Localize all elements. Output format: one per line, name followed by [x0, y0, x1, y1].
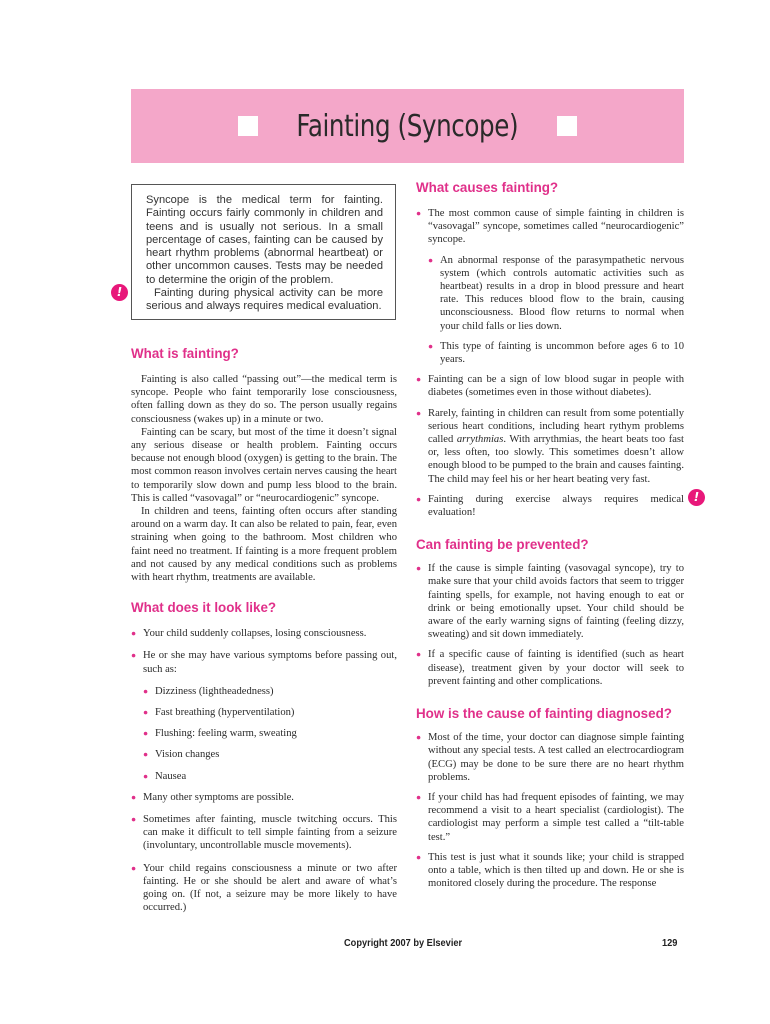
look-like-list [131, 627, 397, 914]
alert-icon: ! [688, 489, 705, 506]
list-item: ● The most common cause of simple fainting in children is “vasovagal” syncope, sometimes called “neurocardiogenic” syncope. [416, 207, 684, 247]
what-is-paragraph: Fainting can be scary, but most of the time it doesn’t signal any serious disease or health problem. Fainting occurs because not enough blood (oxygen) is getting to the brain. The most common reason involves certain nerves causing the heart to temporarily slow down and pump less blood to the brain. This is called “vasovagal” or “neurocardiogenic” syncope. [131, 426, 397, 504]
list-item: ● Fainting during exercise always requires medical evaluation! [416, 493, 684, 519]
intro-box [131, 184, 396, 320]
arrythmias-term: arrythmias [456, 434, 504, 446]
intro-paragraph: Fainting during physical activity can be more serious and always requires medical evaluation. [146, 287, 383, 313]
symptom-item: ● Fast breathing (hyperventilation) [143, 706, 397, 719]
list-item: ● If the cause is simple fainting (vasovagal syncope), try to make sure that your child avoids factors that seem to trigger fainting spells, for example, not having enough to eat or drink or being emotionally upset. Your child should be aware of the early warning signs of fainting (feeling dizzy, sweating) and sit down immediately. [416, 562, 684, 641]
copyright-text: Copyright 2007 by Elsevier [344, 937, 463, 949]
list-item: ● He or she may have various symptoms before passing out, such as: [131, 649, 397, 675]
diagnosed-list [416, 731, 684, 890]
list-item [416, 407, 684, 486]
list-item: ● Most of the time, your doctor can diagnose simple fainting without any special tests. A test called an electrocardiogram (ECG) may be done to be sure there are no heart rhythm problems. [416, 731, 684, 784]
list-item: ● Fainting can be a sign of low blood sugar in people with diabetes (sometimes even in those without diabetes). [416, 373, 684, 399]
causes-heading: What causes fainting? [416, 180, 559, 195]
what-is-paragraph: Fainting is also called “passing out”—the medical term is syncope. People who faint temporarily lose consciousness, often falling down as they do so. The person usually regains consciousness (wakes up) in a minute or two. [131, 374, 397, 425]
look-like-heading: What does it look like? [131, 600, 277, 616]
what-is-heading: What is fainting? [131, 346, 239, 361]
page-title: Fainting (Syncope) [296, 108, 519, 144]
list-item: ● Sometimes after fainting, muscle twitching occurs. This can make it difficult to tell simple fainting from a seizure (involuntary, uncontrollable muscle movements). [131, 813, 397, 853]
symptom-item: ● Flushing: feeling warm, sweating [143, 727, 397, 740]
square-icon-left [238, 116, 258, 136]
causes-item3-text: Rarely, fainting in children can result from some potentially serious heart conditions, including heart rythym problems called [428, 407, 684, 446]
right-column [416, 180, 684, 890]
symptom-item: ● Nausea [143, 770, 397, 783]
symptom-item: ● Vision changes [143, 748, 397, 761]
page-number: 129 [662, 937, 678, 949]
list-item: ● If your child has had frequent episodes of fainting, we may recommend a visit to a heart specialist (cardiologist). The cardiologist may perform a simple test called a “tilt-table test.” [416, 791, 684, 844]
causes-item3-text: . With arrythmias, the heart beats too fast or, less often, too slowly. This sometimes doesn’t allow enough blood to be pumped to the brain and causes fainting. The child may feel his or her heart beating very fast. [428, 434, 684, 485]
alert-icon: ! [111, 284, 128, 301]
causes-list [416, 207, 684, 519]
prevented-heading: Can fainting be prevented? [416, 537, 589, 553]
sub-list-item: ● This type of fainting is uncommon before ages 6 to 10 years. [428, 340, 684, 366]
intro-paragraph: Syncope is the medical term for fainting. Fainting occurs fairly commonly in children and teens and is usually not serious. In a small percentage of cases, fainting can be caused by heart rhythm problems (abnormal heartbeat) or other uncommon causes. Tests may be needed to determine the origin of the problem. [146, 194, 383, 286]
left-column [131, 346, 397, 915]
square-icon-right [557, 116, 577, 136]
list-item: ● Many other symptoms are possible. [131, 791, 397, 804]
title-banner [131, 89, 684, 163]
list-item: ● This test is just what it sounds like; your child is strapped onto a table, which is then tilted up and down. He or she is monitored closely during the procedure. The response [416, 851, 684, 891]
list-item: ● Your child suddenly collapses, losing consciousness. [131, 627, 397, 640]
list-item: ● Your child regains consciousness a minute or two after fainting. He or she should be alert and aware of what’s going on. (If not, a seizure may be more likely to have occurred.) [131, 862, 397, 915]
symptom-item: ● Dizziness (lightheadedness) [143, 685, 397, 698]
sub-list-item: ● An abnormal response of the parasympathetic nervous system (which controls automatic activities such as heartbeat) results in a drop in blood pressure and heart rate. This reduces blood flow to the brain, causing unconsciousness. Blood flow returns to normal when your child falls or lies down. [428, 254, 684, 333]
list-item: ● If a specific cause of fainting is identified (such as heart disease), treatment given by your doctor will seek to prevent fainting and other complications. [416, 648, 684, 688]
what-is-paragraph: In children and teens, fainting often occurs after standing around on a warm day. It can also be related to pain, fear, even straining when going to the bathroom. Most children who faint need no treatment. If fainting is a more frequent problem and not caused by any medical conditions such as problems with heart rhythm, treatments are available. [131, 506, 397, 584]
prevented-list [416, 562, 684, 688]
diagnosed-heading: How is the cause of fainting diagnosed? [416, 706, 672, 722]
